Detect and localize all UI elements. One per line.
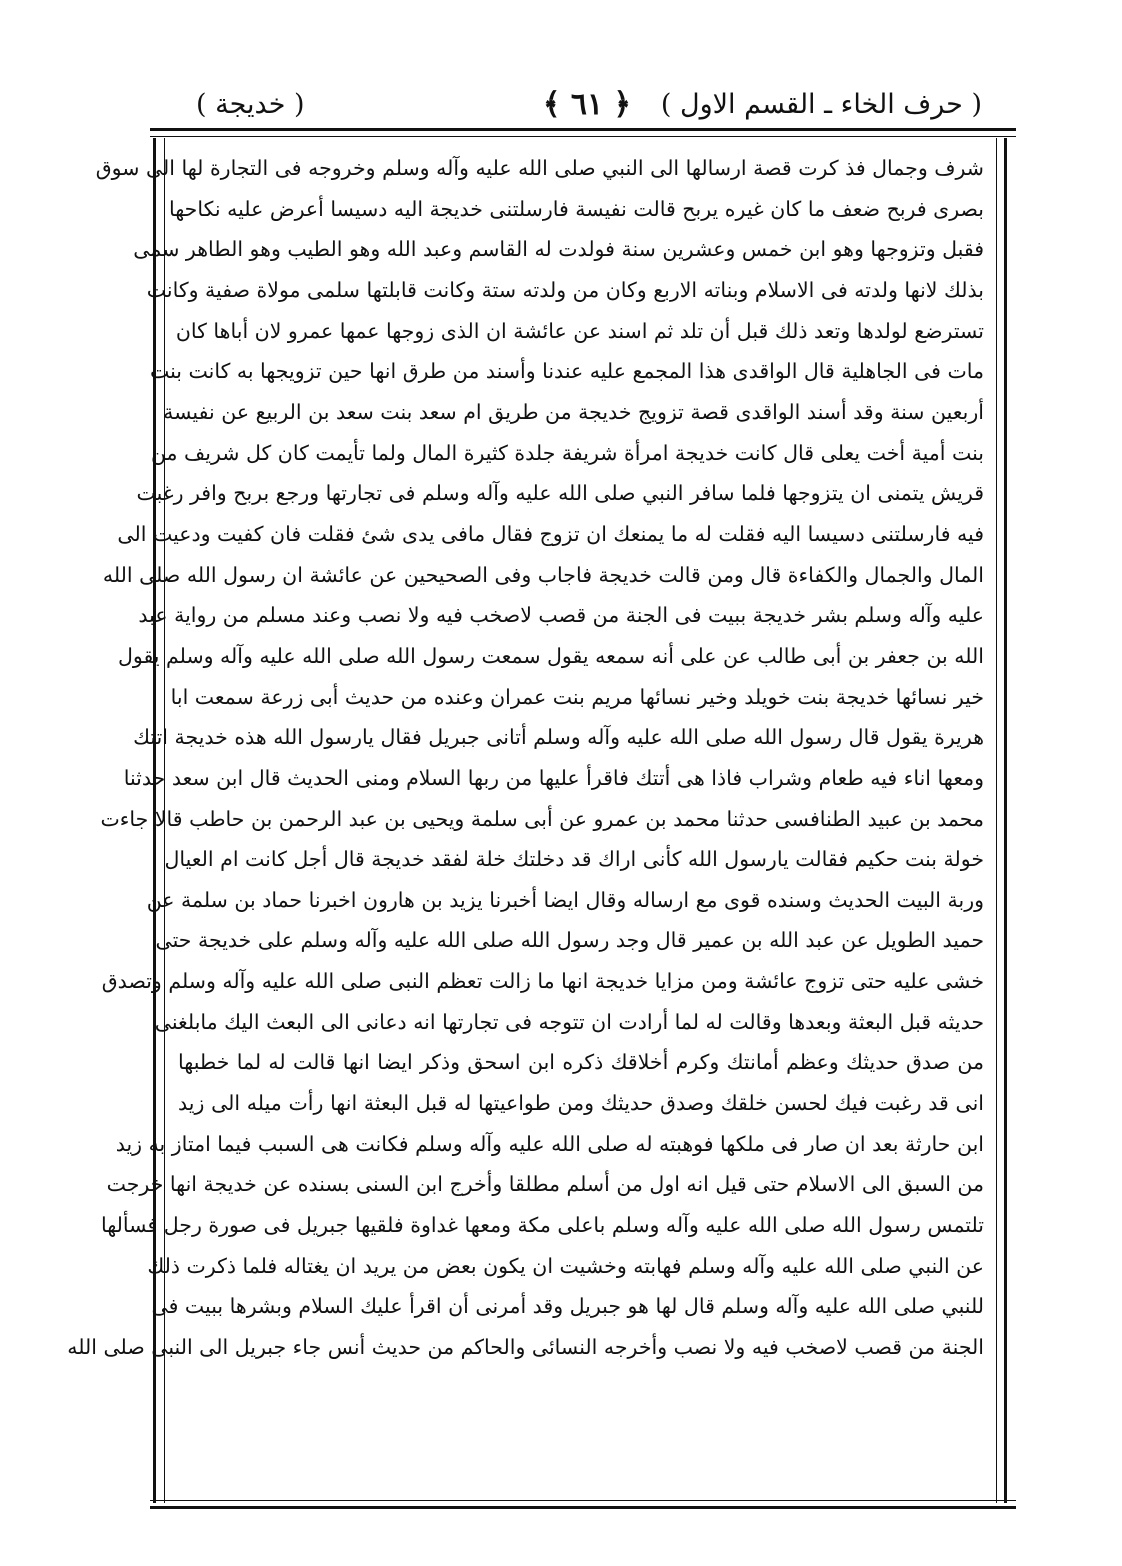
page-number: ﴿ ٦١ ﴾ <box>542 87 632 122</box>
text-line: انى قد رغبت فيك لحسن خلقك وصدق حديثك ومن طواعيتها له قبل البعثة انها رأت ميله الى زيد <box>178 1091 984 1116</box>
text-line: للنبي صلى الله عليه وآله وسلم قال لها هو جبريل وقد أمرنى أن اقرأ عليك السلام وبشرها ببيت فى <box>151 1294 984 1319</box>
text-line: بصرى فربح ضعف ما كان غيره يربح قالت نفيسة فارسلتنى خديجة اليه دسيسا أعرض عليه نكاحها <box>168 196 984 221</box>
text-line: عليه وآله وسلم بشر خديجة ببيت فى الجنة من قصب لاصخب فيه ولا نصب وعند مسلم من رواية عبد <box>138 603 984 628</box>
text-line: الله بن جعفر بن أبى طالب عن على أنه سمعه يقول سمعت رسول الله صلى الله عليه وآله وسلم يقول <box>117 643 984 668</box>
text-line: بذلك لانها ولدته فى الاسلام وبناته الاربع وكان من ولدته ستة وكانت قابلتها سلمى مولاة صفية وكانت <box>146 277 984 302</box>
text-line: تسترضع لولدها وتعد ذلك قبل أن تلد ثم اسند عن عائشة ان الذى زوجها عمها عمرو لان أباها كان <box>175 318 984 343</box>
text-line: أربعين سنة وقد أسند الواقدى قصة تزويج خديجة من طريق ام سعد بنت سعد بن الربيع عن نفيسة <box>163 399 984 424</box>
text-line: حديثه قبل البعثة وبعدها وقالت له لما أرادت ان تتوجه فى تجارتها انه دعانى الى البعث اليك مابلغنى <box>154 1009 984 1034</box>
text-line: عن النبي صلى الله عليه وآله وسلم فهابته وخشيت ان يكون بعض من يريد ان يغتاله فلما ذكرت ذلك <box>147 1253 984 1278</box>
text-line: ابن حارثة بعد ان صار فى ملكها فوهبته له صلى الله عليه وآله وسلم فكانت هى السبب فيما امتاز به زيد <box>115 1131 984 1156</box>
text-line: ومعها اناء فيه طعام وشراب فاذا هى أتتك فاقرأ عليها من ربها السلام ومنى الحديث قال ابن سعد حدثنا <box>123 765 984 790</box>
text-line: خشى عليه حتى تزوج عائشة ومن مزايا خديجة انها ما زالت تعظم النبى صلى الله عليه وآله وسلم وتصدق <box>101 969 984 994</box>
text-line: خولة بنت حكيم فقالت يارسول الله كأنى اراك قد دخلتك خلة لفقد خديجة قال أجل كانت ام العيال <box>164 847 984 872</box>
top-border-rule <box>150 128 1016 137</box>
page-header <box>172 82 1002 126</box>
text-line: قريش يتمنى ان يتزوجها فلما سافر النبي صلى الله عليه وآله وسلم فى تجارتها ورجع بربح وافر رغبت <box>136 481 984 506</box>
text-line: شرف وجمال فذ كرت قصة ارسالها الى النبي صلى الله عليه وآله وسلم وخروجه فى التجارة لها الى سوق <box>95 156 984 180</box>
text-line: فقبل وتزوجها وهو ابن خمس وعشرين سنة فولدت له القاسم وعبد الله وهو الطيب وهو الطاهر سمى <box>133 237 984 262</box>
text-line: حميد الطويل عن عبد الله بن عمير قال وجد رسول الله صلى الله عليه وآله وسلم على خديجة حتى <box>155 928 984 953</box>
text-line: بنت أمية أخت يعلى قال كانت خديجة امرأة شريفة جلدة كثيرة المال ولما تأيمت كان كل شريف من <box>150 440 984 465</box>
text-line: مات فى الجاهلية قال الواقدى هذا المجمع عليه عندنا وأسند من طرق انها حين تزويجها به كانت بنت <box>149 359 984 384</box>
text-line: تلتمس رسول الله صلى الله عليه وآله وسلم باعلى مكة ومعها غداوة فلقيها جبريل فى صورة رجل فسألها <box>100 1213 984 1238</box>
text-line: من السبق الى الاسلام حتى قيل انه اول من أسلم مطلقا وأخرج ابن السنى بسنده عن خديجة انها خرجت <box>106 1172 984 1197</box>
entry-title: ( خديجة ) <box>196 89 305 120</box>
text-line: المال والجمال والكفاءة قال ومن قالت خديجة فاجاب وفى الصحيحين عن عائشة ان رسول الله صلى الله <box>102 562 984 587</box>
section-title: ( حرف الخاء ـ القسم الاول ) <box>660 89 982 120</box>
text-line: محمد بن عبيد الطنافسى حدثنا محمد بن عمرو عن أبى سلمة ويحيى بن عبد الرحمن بن حاطب قالا جاءت <box>100 806 984 831</box>
text-line: من صدق حديثك وعظم أمانتك وكرم أخلاقك ذكره ابن اسحق وذكر ايضا انها قالت له لما خطبها <box>178 1050 984 1075</box>
text-line: خير نسائها خديجة بنت خويلد وخير نسائها مريم بنت عمران وعنده من حديث أبى زرعة سمعت ابا <box>170 684 984 709</box>
bottom-border-rule <box>150 1500 1016 1509</box>
text-line: هريرة يقول قال رسول الله صلى الله عليه وآله وسلم أتانى جبريل فقال يارسول الله هذه خديجة اتتك <box>133 725 984 750</box>
text-line: فيه فارسلتنى دسيسا اليه فقلت له ما يمنعك ان تزوج فقال مافى يدى شئ فقلت فان كفيت ودعيت الى <box>117 521 984 546</box>
text-line: وربة البيت الحديث وسنده قوى مع ارساله وقال ايضا أخبرنا يزيد بن هارون اخبرنا حماد بن سلمة عن <box>146 887 984 912</box>
text-line: الجنة من قصب لاصخب فيه ولا نصب وأخرجه النسائى والحاكم من حديث أنس جاء جبريل الى النبى صلى الله <box>67 1335 984 1360</box>
text-body <box>67 148 984 1490</box>
